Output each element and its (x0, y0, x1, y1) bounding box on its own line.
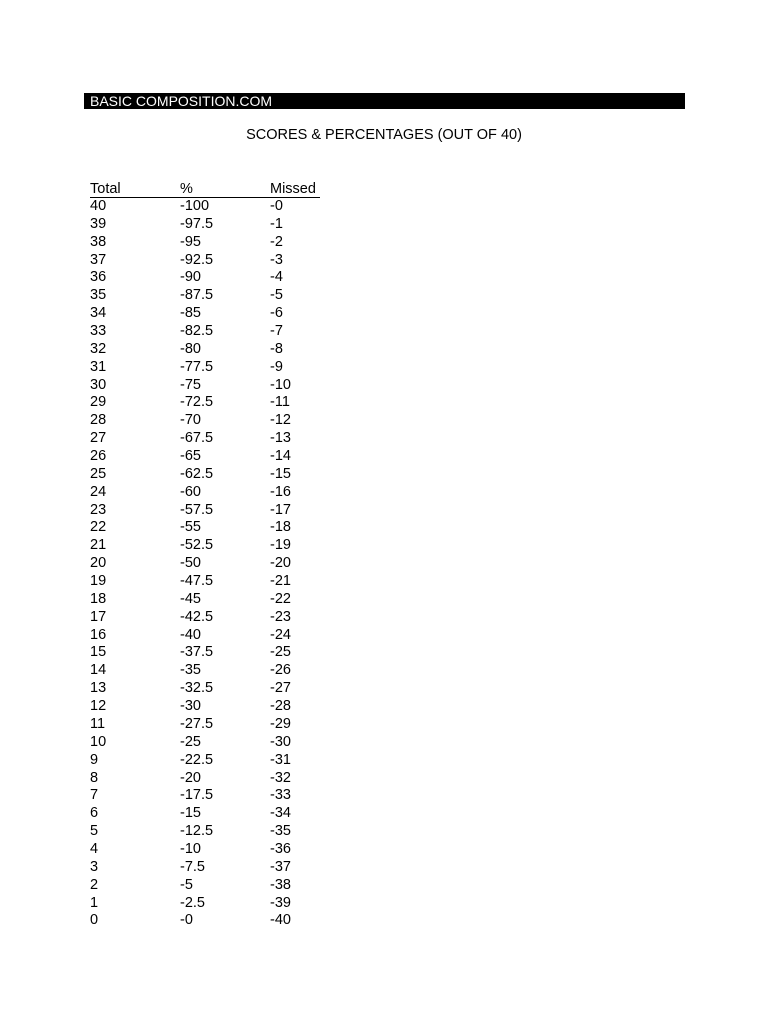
cell-missed: -27 (270, 680, 291, 697)
header-total: Total (90, 181, 121, 197)
cell-total: 34 (90, 305, 107, 322)
table-row (90, 716, 320, 734)
cell-percent: -55 (180, 519, 201, 536)
table-row (90, 823, 320, 841)
cell-total: 24 (90, 483, 107, 500)
cell-percent: -2.5 (180, 894, 205, 911)
header-percent: % (180, 181, 193, 197)
cell-missed: -19 (270, 537, 291, 554)
cell-total: 16 (90, 626, 107, 643)
header-banner (84, 93, 685, 109)
table-row (90, 877, 320, 895)
page-title: SCORES & PERCENTAGES (OUT OF 40) (246, 127, 522, 143)
cell-total: 9 (90, 751, 99, 768)
cell-percent: -25 (180, 733, 201, 750)
cell-total: 25 (90, 465, 107, 482)
scores-table (90, 181, 320, 930)
table-row (90, 269, 320, 287)
cell-missed: -23 (270, 608, 291, 625)
table-row (90, 537, 320, 555)
cell-total: 2 (90, 876, 99, 893)
cell-percent: -47.5 (180, 573, 214, 590)
cell-percent: -77.5 (180, 358, 214, 375)
table-row (90, 466, 320, 484)
cell-percent: -17.5 (180, 787, 214, 804)
cell-missed: -24 (270, 626, 291, 643)
cell-total: 26 (90, 448, 107, 465)
cell-total: 8 (90, 769, 99, 786)
table-row (90, 519, 320, 537)
cell-percent: -27.5 (180, 715, 214, 732)
cell-total: 0 (90, 912, 99, 929)
cell-missed: -26 (270, 662, 291, 679)
cell-missed: -9 (270, 358, 283, 375)
table-row (90, 752, 320, 770)
cell-missed: -2 (270, 233, 283, 250)
cell-percent: -70 (180, 412, 201, 429)
table-row (90, 198, 320, 216)
table-row (90, 502, 320, 520)
cell-total: 7 (90, 787, 99, 804)
table-row (90, 698, 320, 716)
cell-total: 32 (90, 340, 107, 357)
cell-missed: -13 (270, 430, 291, 447)
cell-total: 33 (90, 323, 107, 340)
cell-total: 3 (90, 858, 99, 875)
cell-missed: -22 (270, 590, 291, 607)
cell-percent: -5 (180, 876, 193, 893)
cell-total: 37 (90, 251, 107, 268)
cell-missed: -28 (270, 698, 291, 715)
table-row (90, 787, 320, 805)
cell-total: 39 (90, 215, 107, 232)
cell-percent: -52.5 (180, 537, 214, 554)
cell-total: 14 (90, 662, 107, 679)
table-row (90, 734, 320, 752)
cell-missed: -14 (270, 448, 291, 465)
table-row (90, 609, 320, 627)
cell-percent: -35 (180, 662, 201, 679)
cell-missed: -18 (270, 519, 291, 536)
cell-total: 27 (90, 430, 107, 447)
cell-missed: -15 (270, 465, 291, 482)
cell-total: 21 (90, 537, 107, 554)
table-row (90, 662, 320, 680)
cell-percent: -80 (180, 340, 201, 357)
cell-percent: -95 (180, 233, 201, 250)
cell-total: 38 (90, 233, 107, 250)
cell-percent: -57.5 (180, 501, 214, 518)
cell-total: 1 (90, 894, 99, 911)
cell-percent: -90 (180, 269, 201, 286)
table-row (90, 359, 320, 377)
table-row (90, 484, 320, 502)
cell-percent: -32.5 (180, 680, 214, 697)
cell-missed: -8 (270, 340, 283, 357)
cell-total: 13 (90, 680, 107, 697)
table-row (90, 394, 320, 412)
cell-missed: -11 (270, 394, 290, 411)
cell-missed: -36 (270, 840, 291, 857)
cell-missed: -20 (270, 555, 291, 572)
cell-total: 19 (90, 573, 107, 590)
table-row (90, 573, 320, 591)
cell-total: 6 (90, 805, 99, 822)
cell-percent: -7.5 (180, 858, 205, 875)
header-missed: Missed (270, 181, 316, 197)
cell-missed: -4 (270, 269, 283, 286)
cell-percent: -30 (180, 698, 201, 715)
table-row (90, 430, 320, 448)
banner-text: BASIC COMPOSITION.COM (90, 93, 273, 109)
cell-total: 20 (90, 555, 107, 572)
table-row (90, 644, 320, 662)
cell-percent: -87.5 (180, 287, 214, 304)
cell-percent: -92.5 (180, 251, 214, 268)
table-row (90, 555, 320, 573)
table-row (90, 305, 320, 323)
table-row (90, 252, 320, 270)
cell-missed: -5 (270, 287, 283, 304)
cell-missed: -17 (270, 501, 291, 518)
cell-percent: -97.5 (180, 215, 214, 232)
cell-percent: -65 (180, 448, 201, 465)
cell-missed: -10 (270, 376, 291, 393)
cell-percent: -85 (180, 305, 201, 322)
cell-percent: -82.5 (180, 323, 214, 340)
cell-missed: -30 (270, 733, 291, 750)
cell-percent: -22.5 (180, 751, 214, 768)
cell-missed: -33 (270, 787, 291, 804)
cell-percent: -20 (180, 769, 201, 786)
cell-percent: -15 (180, 805, 201, 822)
cell-missed: -16 (270, 483, 291, 500)
table-row (90, 627, 320, 645)
table-row (90, 841, 320, 859)
cell-total: 40 (90, 198, 107, 214)
cell-missed: -1 (270, 215, 283, 232)
cell-percent: -67.5 (180, 430, 214, 447)
cell-missed: -31 (270, 751, 291, 768)
cell-missed: -7 (270, 323, 283, 340)
cell-missed: -40 (270, 912, 291, 929)
cell-total: 31 (90, 358, 107, 375)
cell-total: 15 (90, 644, 107, 661)
table-row (90, 234, 320, 252)
cell-total: 36 (90, 269, 107, 286)
cell-total: 35 (90, 287, 107, 304)
table-row (90, 412, 320, 430)
table-row (90, 912, 320, 930)
table-row (90, 895, 320, 913)
cell-percent: -60 (180, 483, 201, 500)
cell-percent: -42.5 (180, 608, 214, 625)
table-row (90, 341, 320, 359)
cell-total: 4 (90, 840, 99, 857)
table-row (90, 448, 320, 466)
cell-missed: -25 (270, 644, 291, 661)
cell-total: 17 (90, 608, 107, 625)
table-row (90, 805, 320, 823)
cell-percent: -40 (180, 626, 201, 643)
cell-percent: -75 (180, 376, 201, 393)
cell-missed: -32 (270, 769, 291, 786)
cell-percent: -72.5 (180, 394, 214, 411)
cell-missed: -6 (270, 305, 283, 322)
cell-missed: -34 (270, 805, 291, 822)
cell-total: 23 (90, 501, 107, 518)
cell-total: 28 (90, 412, 107, 429)
cell-percent: -37.5 (180, 644, 214, 661)
cell-percent: -45 (180, 590, 201, 607)
cell-missed: -39 (270, 894, 291, 911)
table-row (90, 591, 320, 609)
cell-missed: -0 (270, 198, 283, 214)
cell-total: 30 (90, 376, 107, 393)
cell-missed: -12 (270, 412, 291, 429)
cell-percent: -0 (180, 912, 193, 929)
table-row (90, 323, 320, 341)
table-row (90, 287, 320, 305)
cell-missed: -29 (270, 715, 291, 732)
table-row (90, 377, 320, 395)
cell-missed: -21 (270, 573, 291, 590)
table-row (90, 216, 320, 234)
cell-total: 18 (90, 590, 107, 607)
cell-percent: -50 (180, 555, 201, 572)
cell-total: 22 (90, 519, 107, 536)
cell-total: 12 (90, 698, 107, 715)
cell-percent: -62.5 (180, 465, 214, 482)
cell-total: 29 (90, 394, 107, 411)
table-row (90, 770, 320, 788)
cell-percent: -12.5 (180, 823, 214, 840)
cell-total: 11 (90, 715, 106, 732)
cell-missed: -37 (270, 858, 291, 875)
table-header-row (90, 181, 320, 198)
cell-missed: -3 (270, 251, 283, 268)
cell-missed: -35 (270, 823, 291, 840)
cell-missed: -38 (270, 876, 291, 893)
cell-total: 10 (90, 733, 107, 750)
table-body (90, 198, 320, 930)
cell-percent: -100 (180, 198, 210, 214)
table-row (90, 680, 320, 698)
cell-total: 5 (90, 823, 99, 840)
table-row (90, 859, 320, 877)
cell-percent: -10 (180, 840, 201, 857)
